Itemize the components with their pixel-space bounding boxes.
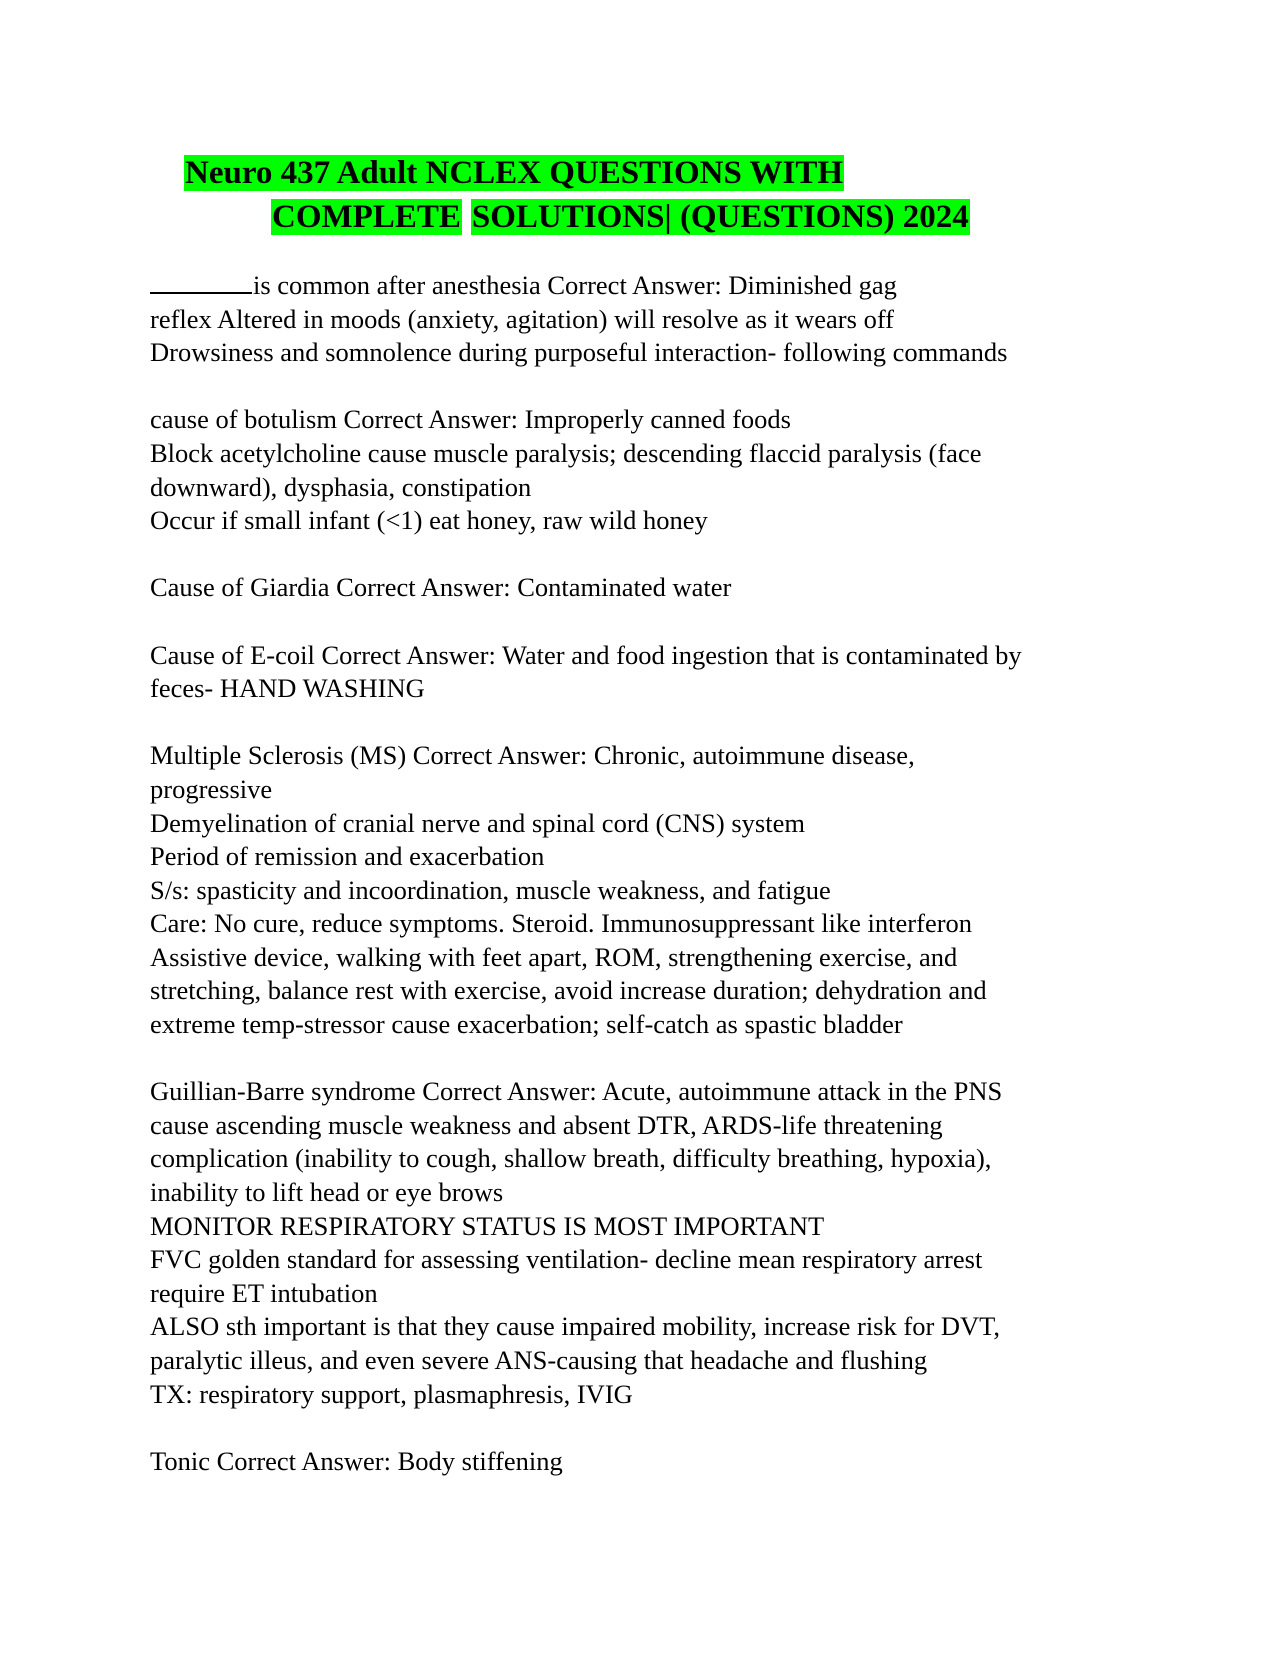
text-line: reflex Altered in moods (anxiety, agitation) will resolve as it wears off bbox=[150, 303, 894, 334]
text-line: Occur if small infant (<1) eat honey, raw wild honey bbox=[150, 505, 708, 536]
text-line: Tonic Correct Answer: Body stiffening bbox=[150, 1445, 563, 1476]
text-line: MONITOR RESPIRATORY STATUS IS MOST IMPORTANT bbox=[150, 1210, 825, 1241]
text-line: Care: No cure, reduce symptoms. Steroid. Immunosuppressant like interferon bbox=[150, 908, 973, 939]
text-line: progressive bbox=[150, 773, 273, 804]
text-line: FVC golden standard for assessing ventilation- decline mean respiratory arrest bbox=[150, 1244, 983, 1275]
title-highlight-2a: COMPLETE bbox=[272, 199, 461, 235]
text-line: TX: respiratory support, plasmaphresis, IVIG bbox=[150, 1378, 633, 1409]
text-line: Cause of E-coil Correct Answer: Water and food ingestion that is contaminated by bbox=[150, 639, 1022, 670]
qa-tonic bbox=[150, 1445, 1150, 1479]
text-line: Cause of Giardia Correct Answer: Contaminated water bbox=[150, 572, 732, 603]
text-line: complication (inability to cough, shallow breath, difficulty breathing, hypoxia), bbox=[150, 1143, 992, 1174]
text-line: cause ascending muscle weakness and absent DTR, ARDS-life threatening bbox=[150, 1109, 943, 1140]
text-line: ALSO sth important is that they cause impaired mobility, increase risk for DVT, bbox=[150, 1311, 1001, 1342]
text-line: feces- HAND WASHING bbox=[150, 673, 425, 704]
fill-in-blank bbox=[150, 292, 252, 294]
document-body bbox=[150, 269, 1150, 1512]
text-line: Period of remission and exacerbation bbox=[150, 841, 545, 872]
title-highlight-1: Neuro 437 Adult NCLEX QUESTIONS WITH bbox=[185, 155, 844, 191]
qa-anesthesia bbox=[150, 269, 1150, 370]
document-title bbox=[184, 151, 1104, 239]
text-line: Demyelination of cranial nerve and spinal cord (CNS) system bbox=[150, 807, 805, 838]
qa-giardia bbox=[150, 571, 1150, 605]
text-line: stretching, balance rest with exercise, avoid increase duration; dehydration and bbox=[150, 975, 987, 1006]
text-line: require ET intubation bbox=[150, 1277, 378, 1308]
text-line: Assistive device, walking with feet apart, ROM, strengthening exercise, and bbox=[150, 941, 958, 972]
text-line: inability to lift head or eye brows bbox=[150, 1177, 504, 1208]
text-line: Drowsiness and somnolence during purposeful interaction- following commands bbox=[150, 337, 1008, 368]
text-line: Multiple Sclerosis (MS) Correct Answer: Chronic, autoimmune disease, bbox=[150, 740, 915, 771]
title-highlight-2b: SOLUTIONS| (QUESTIONS) 2024 bbox=[471, 199, 969, 235]
title-line-2 bbox=[184, 195, 1104, 239]
text-line: cause of botulism Correct Answer: Improperly canned foods bbox=[150, 404, 791, 435]
text-line: downward), dysphasia, constipation bbox=[150, 471, 532, 502]
text-line: Guillian-Barre syndrome Correct Answer: Acute, autoimmune attack in the PNS bbox=[150, 1076, 1003, 1107]
text-line: S/s: spasticity and incoordination, muscle weakness, and fatigue bbox=[150, 874, 831, 905]
text-line-content: is common after anesthesia Correct Answer: Diminished gag bbox=[253, 270, 897, 300]
text-line: extreme temp-stressor cause exacerbation; self-catch as spastic bladder bbox=[150, 1009, 903, 1040]
qa-ecoli bbox=[150, 639, 1150, 706]
qa-multiple-sclerosis bbox=[150, 739, 1150, 1041]
text-line: paralytic illeus, and even severe ANS-causing that headache and flushing bbox=[150, 1345, 928, 1375]
qa-botulism bbox=[150, 403, 1150, 537]
text-line bbox=[150, 269, 1150, 303]
text-line: Block acetylcholine cause muscle paralysis; descending flaccid paralysis (face bbox=[150, 437, 982, 468]
qa-guillain-barre bbox=[150, 1075, 1150, 1411]
title-line-1 bbox=[184, 151, 1104, 195]
